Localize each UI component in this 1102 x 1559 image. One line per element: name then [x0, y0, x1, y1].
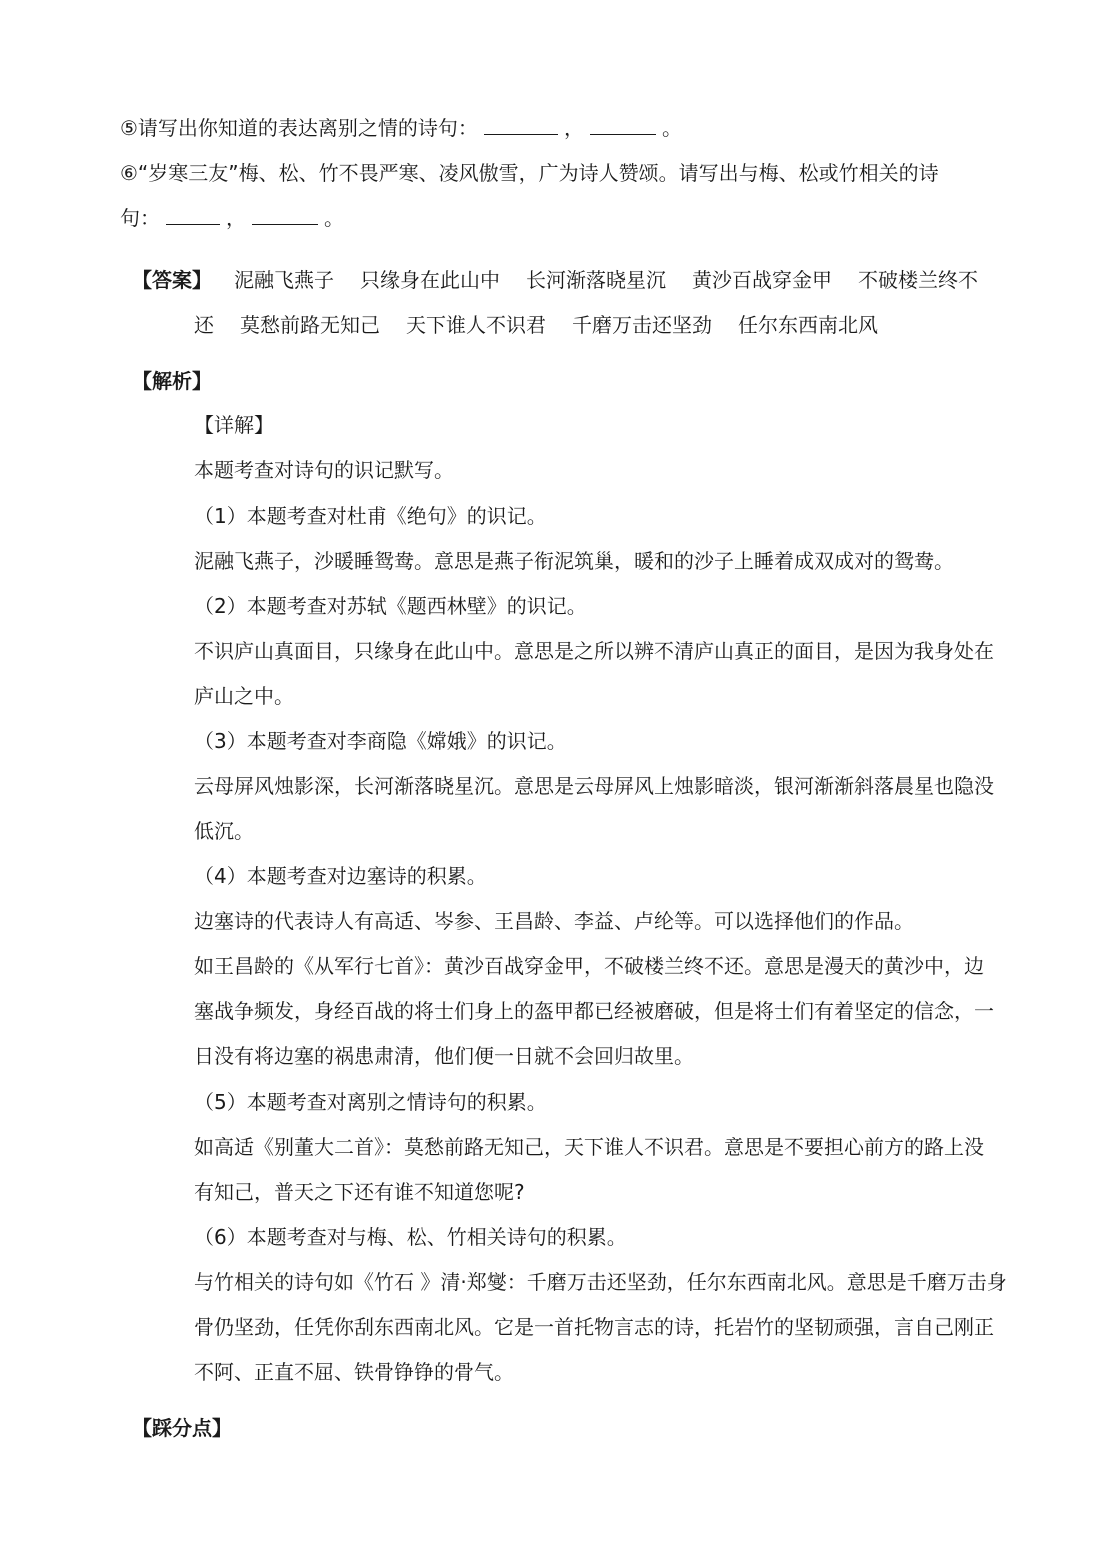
- analysis-line: 骨仍坚劲，任凭你刮东西南北风。它是一首托物言志的诗，托岩竹的坚韧顽强，言自己刚正: [194, 1315, 994, 1339]
- answer-row-1: [234, 266, 978, 294]
- analysis-line: 低沉。: [194, 819, 254, 843]
- analysis-line: 庐山之中。: [194, 684, 294, 708]
- analysis-line: 云母屏风烛影深，长河渐落晓星沉。意思是云母屏风上烛影暗淡，银河渐渐斜落晨星也隐没: [194, 774, 994, 798]
- answer-item: 任尔东西南北风: [738, 313, 878, 337]
- answer-item: 长河渐落晓星沉: [526, 268, 666, 292]
- answer-item: 只缘身在此山中: [360, 268, 500, 292]
- analysis-line: （3）本题考查对李商隐《嫦娥》的识记。: [194, 729, 567, 753]
- analysis-line: （5）本题考查对离别之情诗句的积累。: [194, 1090, 547, 1114]
- separator: ，: [563, 116, 584, 140]
- answer-row-2: [194, 311, 878, 339]
- question-5: [120, 114, 682, 142]
- answer-item: 千磨万击还坚劲: [572, 313, 712, 337]
- answer-blank: [484, 116, 558, 135]
- analysis-line: 如高适《别董大二首》：莫愁前路无知己，天下谁人不识君。意思是不要担心前方的路上没: [194, 1135, 984, 1159]
- answer-blank: [590, 116, 656, 135]
- question-6-line-2: [120, 204, 344, 232]
- score-points-label: 【踩分点】: [132, 1416, 232, 1440]
- analysis-line: 不阿、正直不屈、铁骨铮铮的骨气。: [194, 1360, 514, 1384]
- answer-item: 泥融飞燕子: [234, 268, 334, 292]
- analysis-line: 如王昌龄的《从军行七首》：黄沙百战穿金甲，不破楼兰终不还。意思是漫天的黄沙中，边: [194, 954, 984, 978]
- analysis-line: 泥融飞燕子，沙暖睡鸳鸯。意思是燕子衔泥筑巢，暖和的沙子上睡着成双成对的鸳鸯。: [194, 549, 954, 573]
- analysis-line: 塞战争频发，身经百战的将士们身上的盔甲都已经被磨破，但是将士们有着坚定的信念，一: [194, 999, 994, 1023]
- answer-label: 【答案】: [132, 268, 212, 292]
- analysis-line: （1）本题考查对杜甫《绝句》的识记。: [194, 504, 547, 528]
- detail-label: 【详解】: [194, 413, 274, 437]
- analysis-line: （6）本题考查对与梅、松、竹相关诗句的积累。: [194, 1225, 627, 1249]
- answer-item: 还: [194, 313, 214, 337]
- analysis-line: 边塞诗的代表诗人有高适、岑参、王昌龄、李益、卢纶等。可以选择他们的作品。: [194, 909, 914, 933]
- analysis-line: （4）本题考查对边塞诗的积累。: [194, 864, 487, 888]
- sentence-end: 。: [661, 116, 682, 140]
- answer-blank: [252, 206, 318, 225]
- analysis-line: 不识庐山真面目，只缘身在此山中。意思是之所以辨不清庐山真正的面目，是因为我身处在: [194, 639, 994, 663]
- answer-item: 黄沙百战穿金甲: [692, 268, 832, 292]
- analysis-line: 本题考查对诗句的识记默写。: [194, 458, 454, 482]
- analysis-line: 有知己，普天之下还有谁不知道您呢?: [194, 1180, 525, 1204]
- answer-item: 莫愁前路无知己: [240, 313, 380, 337]
- analysis-label: 【解析】: [132, 369, 212, 393]
- analysis-line: （2）本题考查对苏轼《题西林壁》的识记。: [194, 594, 587, 618]
- answer-blank: [166, 206, 220, 225]
- separator: ，: [226, 206, 246, 230]
- analysis-line: 与竹相关的诗句如《竹石 》清·郑燮：千磨万击还坚劲，任尔东西南北风。意思是千磨万击身: [194, 1270, 1007, 1294]
- sentence-end: 。: [324, 206, 344, 230]
- analysis-line: 日没有将边塞的祸患肃清，他们便一日就不会回归故里。: [194, 1044, 694, 1068]
- answer-item: 不破楼兰终不: [858, 268, 978, 292]
- question-6-line-1: ⑥“岁寒三友”梅、松、竹不畏严寒、凌风傲雪，广为诗人赞颂。请写出与梅、松或竹相关的诗: [120, 161, 939, 185]
- answer-item: 天下谁人不识君: [406, 313, 546, 337]
- question-5-text: ⑤请写出你知道的表达离别之情的诗句：: [120, 116, 478, 140]
- question-6-prefix: 句：: [120, 206, 160, 230]
